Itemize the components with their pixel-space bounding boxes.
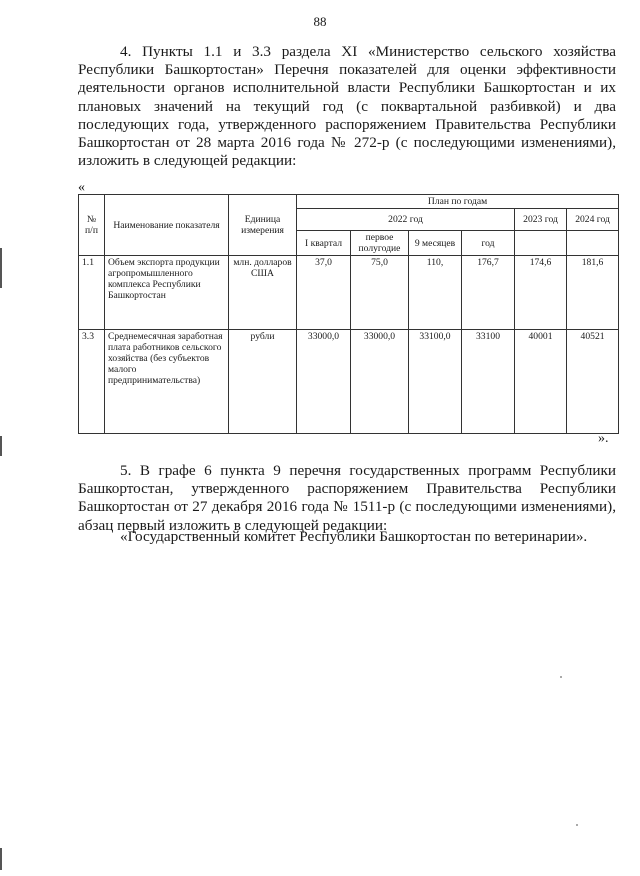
row-name: Среднемесячная заработная плата работников сельского хозяйства (без субъектов малого предпринимательства) bbox=[105, 330, 229, 434]
table-row bbox=[79, 330, 619, 434]
paragraph-4: 4. Пункты 1.1 и 3.3 раздела XI «Министерство сельского хозяйства Республики Башкортостан» Перечня показателей для оценки эффективности деятельности органов исполнительной власти Республики Башкортостан и их плановых значений на текущий год (с поквартальной разбивкой) и два последующих года, утвержденного распоряжением Правительства Республики Башкортостан от 28 марта 2016 года № 272-р (с последующими изменениями), изложить в следующей редакции: bbox=[78, 43, 616, 170]
page-number: 88 bbox=[313, 14, 327, 29]
scan-edge-mark bbox=[0, 248, 2, 288]
scan-speck bbox=[576, 824, 578, 826]
header-unit: Единица измерения bbox=[229, 195, 297, 256]
header-h1: первое полугодие bbox=[351, 231, 409, 256]
scan-edge-mark bbox=[0, 436, 2, 456]
row-unit: млн. долларов США bbox=[229, 256, 297, 330]
row-num: 1.1 bbox=[79, 256, 105, 330]
row-2023: 40001 bbox=[515, 330, 567, 434]
header-2023: 2023 год bbox=[515, 209, 567, 231]
scan-edge-mark bbox=[0, 848, 2, 870]
header-2024-empty bbox=[567, 231, 619, 256]
header-num: № п/п bbox=[79, 195, 105, 256]
header-2023-empty bbox=[515, 231, 567, 256]
header-year: год bbox=[462, 231, 515, 256]
header-name: Наименование показателя bbox=[105, 195, 229, 256]
header-plan: План по годам bbox=[297, 195, 619, 209]
row-9m: 110, bbox=[409, 256, 462, 330]
row-year: 176,7 bbox=[462, 256, 515, 330]
row-name: Объем экспорта продукции агропромышленного комплекса Республики Башкортостан bbox=[105, 256, 229, 330]
scan-speck bbox=[560, 676, 562, 678]
paragraph-5: 5. В графе 6 пункта 9 перечня государственных программ Республики Башкортостан, утвержденного распоряжением Правительства Республики Башкортостан от 27 декабря 2016 года № 1511-р (с последующими изменениями), абзац первый изложить в следующей редакции: bbox=[78, 462, 616, 534]
header-q1: I квартал bbox=[297, 231, 351, 256]
row-num: 3.3 bbox=[79, 330, 105, 434]
header-2022: 2022 год bbox=[297, 209, 515, 231]
indicators-table bbox=[78, 194, 619, 434]
row-year: 33100 bbox=[462, 330, 515, 434]
row-2024: 40521 bbox=[567, 330, 619, 434]
opening-quote: « bbox=[78, 180, 85, 195]
row-h1: 75,0 bbox=[351, 256, 409, 330]
table-row bbox=[79, 256, 619, 330]
row-h1: 33000,0 bbox=[351, 330, 409, 434]
row-9m: 33100,0 bbox=[409, 330, 462, 434]
row-q1: 33000,0 bbox=[297, 330, 351, 434]
row-2024: 181,6 bbox=[567, 256, 619, 330]
header-9m: 9 месяцев bbox=[409, 231, 462, 256]
row-2023: 174,6 bbox=[515, 256, 567, 330]
row-q1: 37,0 bbox=[297, 256, 351, 330]
row-unit: рубли bbox=[229, 330, 297, 434]
header-2024: 2024 год bbox=[567, 209, 619, 231]
paragraph-5-quote: «Государственный комитет Республики Башкортостан по ветеринарии». bbox=[120, 528, 588, 545]
closing-quote: ». bbox=[598, 431, 609, 446]
